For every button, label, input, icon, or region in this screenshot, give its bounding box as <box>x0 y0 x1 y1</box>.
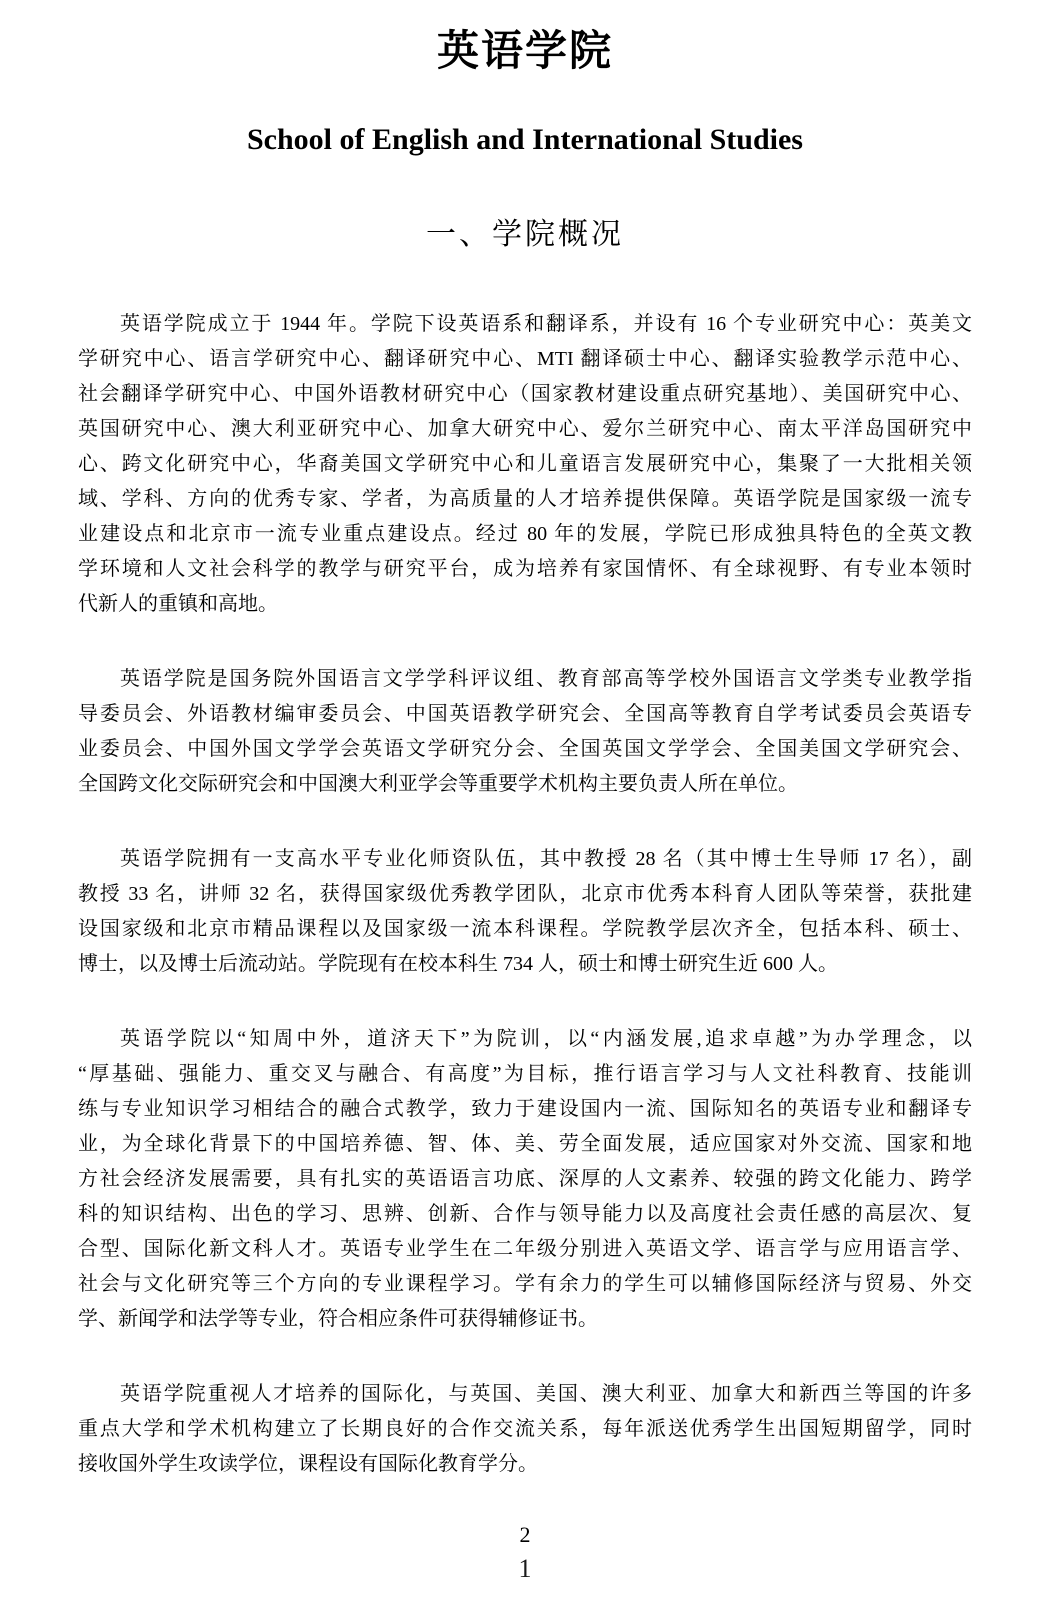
body-text-line: 英语学院重视人才培养的国际化，与英国、美国、澳大利亚、加拿大和新西兰等国的许多 <box>120 1383 972 1405</box>
body-text-line: 设国家级和北京市精品课程以及国家级一流本科课程。学院教学层次齐全，包括本科、硕士、 <box>78 918 972 940</box>
body-text-line: 导委员会、外语教材编审委员会、中国英语教学研究会、全国高等教育自学考试委员会英语专 <box>78 703 972 725</box>
body-text-line: 教授 33 名，讲师 32 名，获得国家级优秀教学团队，北京市优秀本科育人团队等荣誉，获批建 <box>78 883 972 905</box>
page-title: 英语学院 <box>436 29 613 75</box>
body-text-line: 全国跨文化交际研究会和中国澳大利亚学会等重要学术机构主要负责人所在单位。 <box>78 773 798 795</box>
body-text-line: 合型、国际化新文科人才。英语专业学生在二年级分别进入英语文学、语言学与应用语言学、 <box>78 1238 972 1260</box>
paragraph <box>78 307 972 622</box>
body-text-line: 方社会经济发展需要，具有扎实的英语语言功底、深厚的人文素养、较强的跨文化能力、跨学 <box>78 1168 972 1190</box>
body-text-line: 练与专业知识学习相结合的融合式教学，致力于建设国内一流、国际知名的英语专业和翻译专 <box>78 1098 972 1120</box>
body-text-line: 科的知识结构、出色的学习、思辨、创新、合作与领导能力以及高度社会责任感的高层次、复 <box>78 1203 972 1225</box>
body-text-line: 博士，以及博士后流动站。学院现有在校本科生 734 人，硕士和博士研究生近 600 人。 <box>78 953 838 975</box>
paragraph <box>78 1377 972 1482</box>
page-title-english: School of English and International Studies <box>247 123 803 156</box>
body-text-line: 重点大学和学术机构建立了长期良好的合作交流关系，每年派送优秀学生出国短期留学，同时 <box>78 1418 972 1440</box>
outer-page-number: 1 <box>518 1554 532 1583</box>
paragraph <box>78 662 972 802</box>
body-text-line: 学研究中心、语言学研究中心、翻译研究中心、MTI 翻译硕士中心、翻译实验教学示范中心、 <box>78 348 972 370</box>
paragraph <box>78 1022 972 1337</box>
body-text-line: 英国研究中心、澳大利亚研究中心、加拿大研究中心、爱尔兰研究中心、南太平洋岛国研究中 <box>78 418 972 440</box>
body-text-line: 英语学院是国务院外国语言文学学科评议组、教育部高等学校外国语言文学类专业教学指 <box>120 668 972 690</box>
body-text-line: 社会翻译学研究中心、中国外语教材研究中心（国家教材建设重点研究基地）、美国研究中心、 <box>78 383 972 405</box>
document-body <box>78 307 972 1482</box>
body-text-line: 社会与文化研究等三个方向的专业课程学习。学有余力的学生可以辅修国际经济与贸易、外交 <box>78 1273 972 1295</box>
body-text-line: 业委员会、中国外国文学学会英语文学研究分会、全国英国文学学会、全国美国文学研究会、 <box>78 738 972 760</box>
body-text-line: 学环境和人文社会科学的教学与研究平台，成为培养有家国情怀、有全球视野、有专业本领时 <box>78 558 972 580</box>
body-text-line: “厚基础、强能力、重交叉与融合、有高度”为目标，推行语言学习与人文社科教育、技能训 <box>78 1063 972 1085</box>
body-text-line: 学、新闻学和法学等专业，符合相应条件可获得辅修证书。 <box>78 1308 598 1330</box>
body-text-line: 接收国外学生攻读学位，课程设有国际化教育学分。 <box>78 1453 538 1475</box>
section-heading: 一、学院概况 <box>426 218 624 251</box>
body-text-line: 英语学院以“知周中外，道济天下”为院训，以“内涵发展,追求卓越”为办学理念，以 <box>120 1028 972 1050</box>
body-text-line: 英语学院拥有一支高水平专业化师资队伍，其中教授 28 名（其中博士生导师 17 名），副 <box>120 848 972 870</box>
body-text-line: 英语学院成立于 1944 年。学院下设英语系和翻译系，并设有 16 个专业研究中心：英美文 <box>120 313 972 335</box>
body-text-line: 业建设点和北京市一流专业重点建设点。经过 80 年的发展，学院已形成独具特色的全英文教 <box>78 523 972 545</box>
body-text-line: 业，为全球化背景下的中国培养德、智、体、美、劳全面发展，适应国家对外交流、国家和地 <box>78 1133 972 1155</box>
body-text-line: 心、跨文化研究中心，华裔美国文学研究中心和儿童语言发展研究中心，集聚了一大批相关领 <box>78 453 972 475</box>
body-text-line: 代新人的重镇和高地。 <box>78 593 278 615</box>
paragraph <box>78 842 972 982</box>
body-text-line: 域、学科、方向的优秀专家、学者，为高质量的人才培养提供保障。英语学院是国家级一流专 <box>78 488 972 510</box>
inner-page-number: 2 <box>519 1522 531 1547</box>
